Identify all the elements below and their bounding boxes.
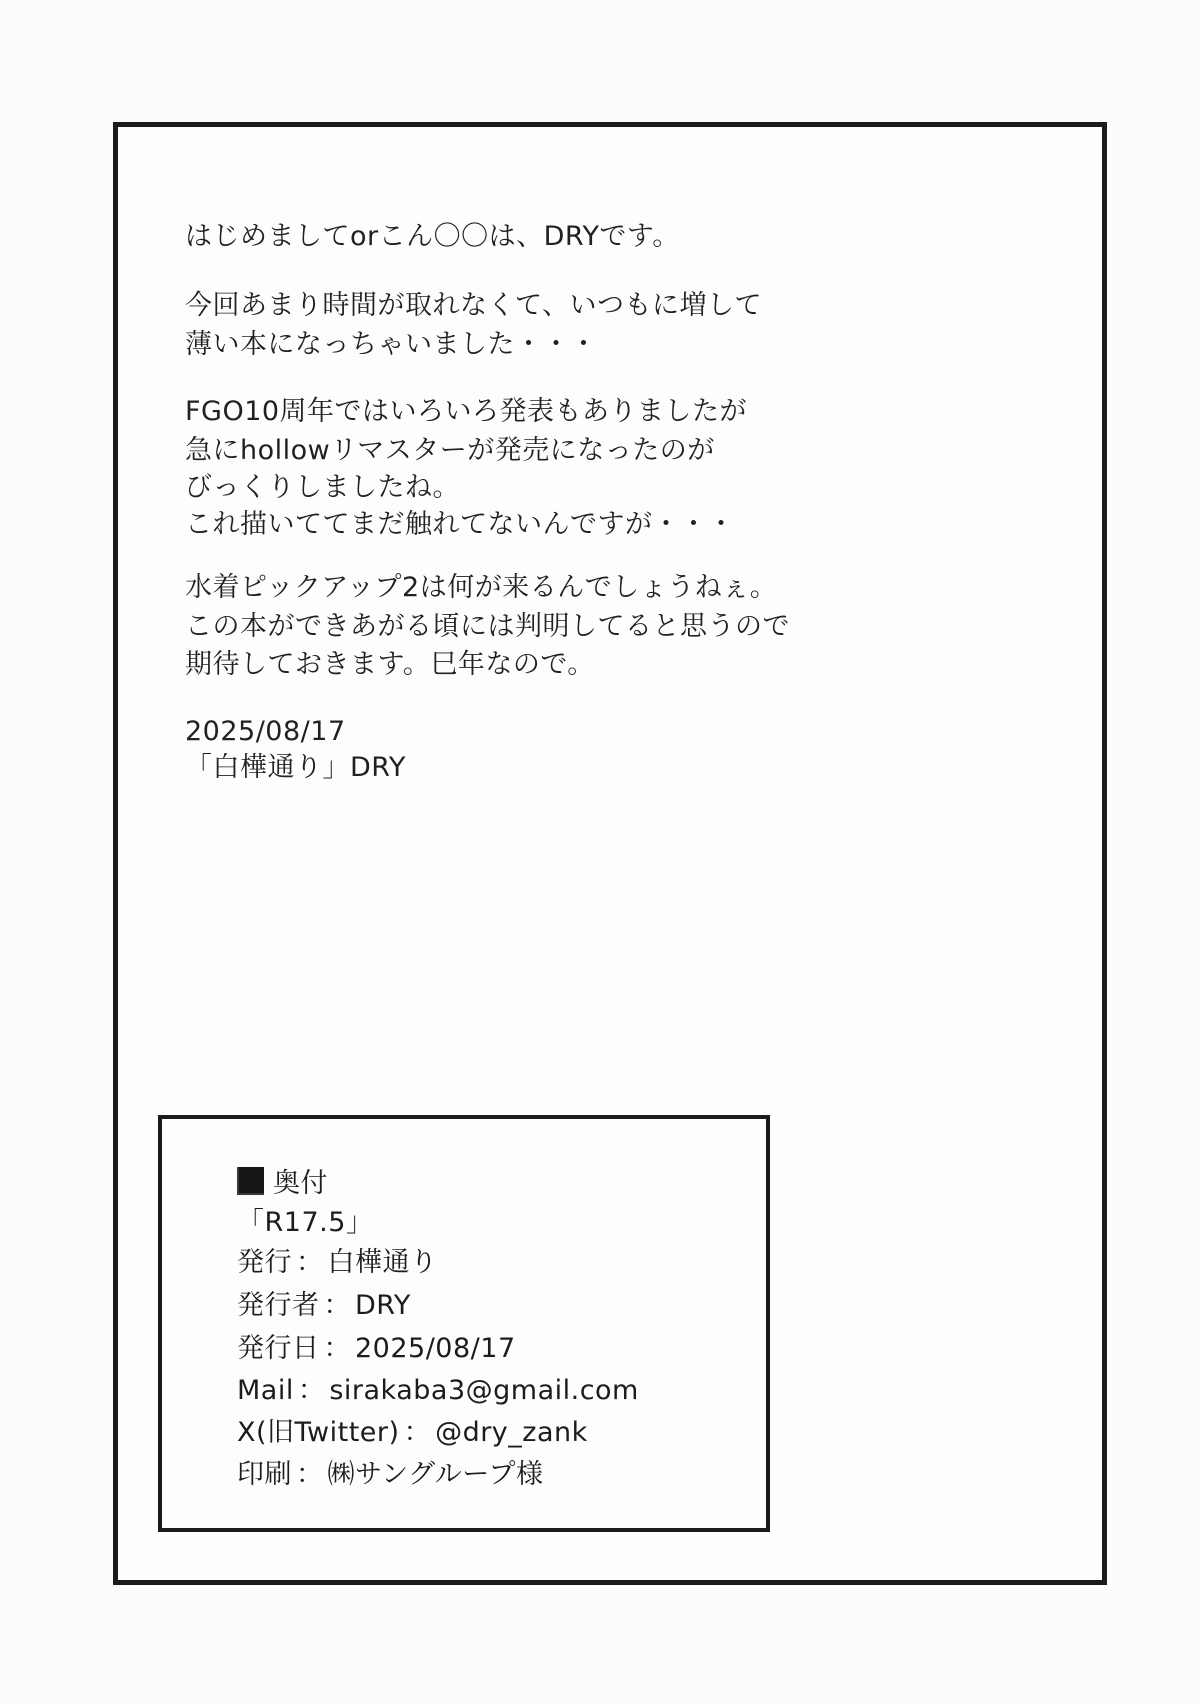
colophon-entry-author bbox=[237, 1283, 411, 1322]
afterword-greeting: はじめましてorこん〇〇は、DRYです。 bbox=[185, 221, 680, 252]
entry-label: 印刷 bbox=[237, 1459, 292, 1490]
entry-value: 白樺通り bbox=[327, 1247, 438, 1278]
colophon-title: 奥付 bbox=[273, 1168, 328, 1199]
rating-label: 「R17.5」 bbox=[237, 1207, 374, 1238]
publication-date: 2025/08/17 bbox=[185, 716, 346, 747]
colophon-header bbox=[237, 1161, 328, 1200]
colophon-entry-mail bbox=[237, 1368, 639, 1407]
circle-signature: 「白樺通り」DRY bbox=[185, 752, 406, 783]
entry-value: @dry_zank bbox=[435, 1417, 588, 1448]
entry-value: 2025/08/17 bbox=[355, 1333, 516, 1364]
afterword-line: 薄い本になっちゃいました・・・ bbox=[185, 329, 598, 360]
afterword-line: これ描いててまだ触れてないんですが・・・ bbox=[185, 509, 735, 540]
colophon-entry-twitter bbox=[237, 1410, 588, 1449]
entry-label: 発行 bbox=[237, 1247, 292, 1278]
entry-separator: ： bbox=[296, 1459, 324, 1490]
afterword-line: びっくりしましたね。 bbox=[185, 472, 460, 503]
entry-separator: ： bbox=[297, 1375, 326, 1406]
afterword-line: 期待しておきます。巳年なので。 bbox=[185, 649, 595, 680]
entry-value: DRY bbox=[355, 1290, 411, 1321]
entry-value: sirakaba3@gmail.com bbox=[329, 1375, 639, 1406]
entry-label: 発行者 bbox=[237, 1290, 320, 1321]
afterword-line: 今回あまり時間が取れなくて、いつもに増して bbox=[185, 290, 762, 321]
entry-value: ㈱サングループ様 bbox=[327, 1459, 544, 1490]
entry-separator: ： bbox=[323, 1333, 351, 1364]
entry-separator: ： bbox=[323, 1290, 351, 1321]
entry-separator: ： bbox=[296, 1247, 324, 1278]
colophon-entry-date bbox=[237, 1326, 516, 1365]
entry-label: Mail bbox=[237, 1375, 294, 1406]
black-square-icon bbox=[237, 1167, 264, 1195]
entry-label: 発行日 bbox=[237, 1333, 320, 1364]
afterword-line: 急にhollowリマスターが発売になったのが bbox=[185, 435, 715, 466]
afterword-line: 水着ピックアップ2は何が来るんでしょうねぇ。 bbox=[185, 572, 778, 603]
entry-separator: ： bbox=[403, 1417, 432, 1448]
colophon-entry-publisher bbox=[237, 1240, 438, 1279]
colophon-entry-printer bbox=[237, 1452, 543, 1491]
afterword-line: この本ができあがる頃には判明してると思うので bbox=[185, 611, 790, 642]
afterword-line: FGO10周年ではいろいろ発表もありましたが bbox=[185, 396, 748, 427]
entry-label: X(旧Twitter) bbox=[237, 1417, 400, 1448]
